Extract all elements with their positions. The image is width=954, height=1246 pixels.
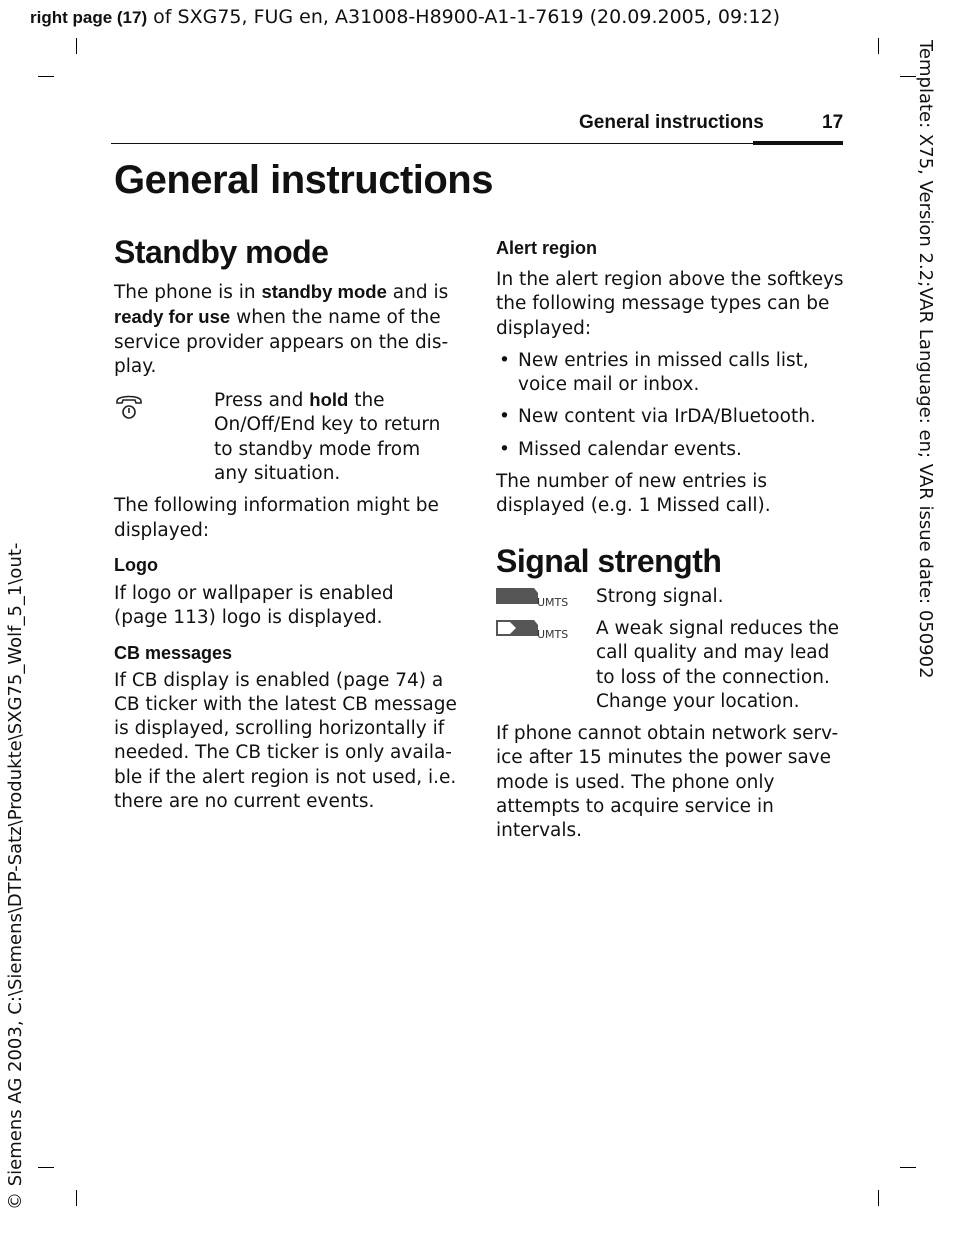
weak-signal-text [596,617,846,714]
logo-heading: Logo [114,554,158,575]
text: there are no current events. [114,791,375,813]
weak-signal-icon [496,619,570,645]
running-header-page-number: 17 [822,112,844,133]
text: mode is used. The phone only [496,771,775,793]
page-title: General instructions [114,158,493,202]
text: the following message types can be [496,293,830,315]
text: voice mail or inbox. [518,374,700,396]
text: New content via IrDA/Bluetooth. [518,406,816,428]
standby-intro [114,280,459,379]
end-key-instruction [114,388,459,486]
text: The number of new entries is [496,471,767,493]
text: when the name of the [230,307,441,329]
text: If logo or wallpaper is enabled [114,582,394,604]
text: the [348,390,385,412]
bullet: • [499,438,510,460]
text: If CB display is enabled (page 74) a [114,669,444,691]
strong-signal-text: Strong signal. [596,585,724,607]
right-column [496,232,846,844]
text: displayed: [496,317,592,339]
power-save-text [496,722,846,843]
end-key-icon [114,392,144,426]
text: to loss of the connection. [596,666,830,688]
text: Press and [214,390,310,412]
text: play. [114,355,157,377]
text: any situation. [214,463,341,485]
copyright-path: © Siemens AG 2003, C:\Siemens\DTP-Satz\Produkte\SXG75_Wolf_5_1\out- [5,542,26,1210]
text: CB ticker with the latest CB message [114,693,457,715]
text: needed. The CB ticker is only availa- [114,742,452,764]
text: On/Off/End key to return [214,414,441,436]
logo-text [114,582,459,631]
text: service provider appears on the dis- [114,331,449,353]
template-info: Template: X75, Version 2.2;VAR Language: en; VAR issue date: 050902 [915,40,936,679]
bullet: • [499,406,510,428]
strong-signal-row [496,585,846,609]
info-intro [114,494,459,543]
running-header-title: General instructions [579,112,764,133]
crop-mark [38,76,54,77]
text: displayed (e.g. 1 Missed call). [496,495,771,517]
list-item [496,438,846,462]
list-item [496,405,846,429]
text: Missed calendar events. [518,438,742,460]
print-metadata-doc: of SXG75, FUG en, A31008-H8900-A1-1-7619 (20.09.2005, 09:12) [147,6,781,28]
text: The phone is in [114,282,262,303]
standby-heading: Standby mode [114,234,329,270]
keyword: hold [309,389,349,411]
left-column [114,232,459,814]
text: New entries in missed calls list, [518,349,809,371]
strong-signal-icon [496,587,570,613]
text: is displayed, scrolling horizontally if [114,718,445,740]
end-key-text [114,388,459,486]
text: In the alert region above the softkeys [496,269,844,290]
cb-messages-text [114,669,459,815]
new-entries-text [496,470,846,519]
crop-mark [76,38,77,54]
crop-mark [878,38,879,54]
umts-label: UMTS [537,627,569,641]
crop-mark [900,1167,916,1168]
text: The following information might be [114,495,439,517]
alert-region-heading: Alert region [496,238,598,258]
crop-mark [38,1167,54,1168]
text: attempts to acquire service in [496,796,774,818]
print-metadata [30,6,780,28]
umts-label: UMTS [537,595,569,609]
text: If phone cannot obtain network serv- [496,723,839,745]
text: intervals. [496,820,583,842]
keyword: ready for use [114,306,231,328]
text: to standby mode from [214,438,421,460]
text: ble if the alert region is not used, i.e. [114,766,457,788]
print-metadata-page: right page (17) [30,8,148,27]
header-rule [111,143,843,144]
crop-mark [900,76,916,77]
text: A weak signal reduces the [596,617,840,639]
bullet: • [499,349,510,371]
text: ice after 15 minutes the power save [496,747,832,769]
cb-messages-heading: CB messages [114,642,233,663]
text: and is [386,282,449,303]
text: displayed: [114,519,210,541]
signal-strength-heading: Signal strength [496,542,722,579]
text: Change your location. [596,690,800,712]
text: call quality and may lead [596,642,830,664]
alert-intro [496,268,846,341]
weak-signal-row [496,617,846,714]
text: (page 113) logo is displayed. [114,607,383,629]
keyword: standby mode [261,281,387,302]
header-rule-accent [753,141,843,145]
crop-mark [878,1190,879,1206]
crop-mark [76,1190,77,1206]
list-item [496,349,846,398]
